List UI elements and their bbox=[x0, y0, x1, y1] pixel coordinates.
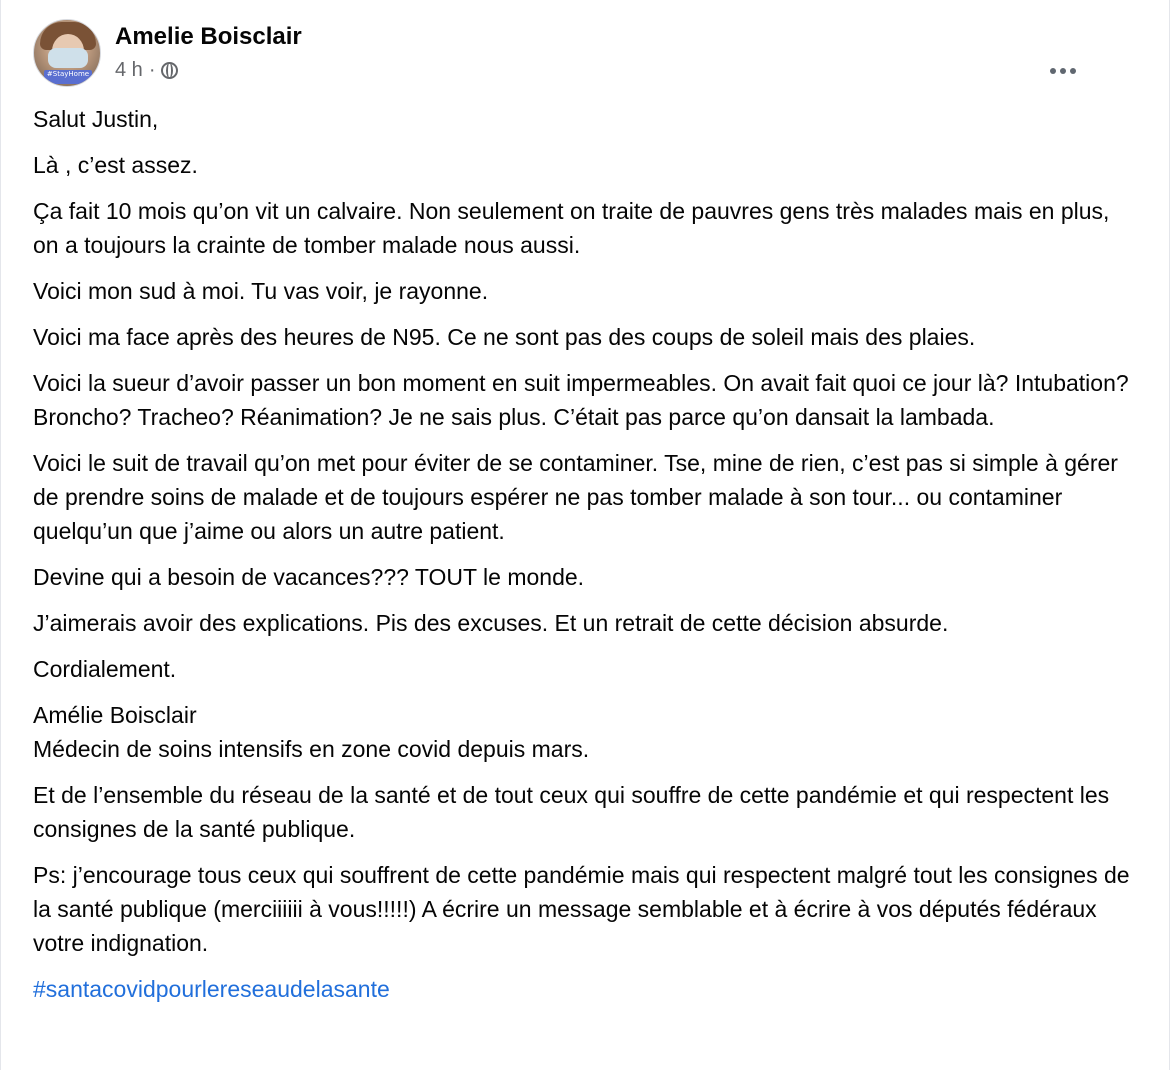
post-paragraph: Voici le suit de travail qu’on met pour éviter de se contaminer. Tse, mine de rien, c’est pas si simple à gérer de prendre soins de malade et de toujours espérer ne pas tomber malade à son tour... ou contaminer quelqu’un que j’aime ou alors un autre patient. bbox=[33, 450, 1118, 544]
post-body bbox=[33, 102, 1133, 1018]
post-paragraph: Voici mon sud à moi. Tu vas voir, je rayonne. bbox=[33, 278, 489, 304]
post-paragraph: Voici ma face après des heures de N95. Ce ne sont pas des coups de soleil mais des plaies. bbox=[33, 324, 976, 350]
signature-title: Médecin de soins intensifs en zone covid depuis mars. bbox=[33, 736, 590, 762]
post-paragraph: Cordialement. bbox=[33, 656, 177, 682]
ellipsis-icon-dot-2 bbox=[1060, 68, 1066, 74]
post-paragraph: Devine qui a besoin de vacances??? TOUT le monde. bbox=[33, 564, 585, 590]
hashtag-link[interactable]: #santacovidpourlereseaudelasante bbox=[33, 976, 390, 1002]
avatar-mask bbox=[48, 48, 88, 68]
post-time[interactable]: 4 h bbox=[115, 59, 143, 81]
post-paragraph: Salut Justin, bbox=[33, 106, 159, 132]
post-paragraph: Ps: j’encourage tous ceux qui souffrent de cette pandémie mais qui respectent malgré tout les consignes de la santé publique (merciiiiii à vous!!!!!) A écrire un message semblable et à écrire à vos députés fédéraux votre indignation. bbox=[33, 862, 1130, 956]
post-meta bbox=[115, 59, 178, 82]
post-header bbox=[33, 19, 1133, 89]
author-name[interactable]: Amelie Boisclair bbox=[115, 23, 302, 50]
avatar[interactable] bbox=[33, 19, 101, 87]
post-paragraph: Et de l’ensemble du réseau de la santé et de tout ceux qui souffre de cette pandémie et qui respectent les consignes de la santé publique. bbox=[33, 782, 1110, 842]
ellipsis-icon-dot-3 bbox=[1070, 68, 1076, 74]
signature-name: Amélie Boisclair bbox=[33, 702, 197, 728]
hashtag-paragraph bbox=[33, 972, 1133, 1006]
signature bbox=[33, 698, 1133, 766]
globe-icon[interactable] bbox=[161, 62, 178, 79]
post-paragraph: J’aimerais avoir des explications. Pis des excuses. Et un retrait de cette décision absurde. bbox=[33, 610, 949, 636]
post-paragraph: Là , c’est assez. bbox=[33, 152, 198, 178]
meta-separator: · bbox=[148, 59, 156, 81]
ellipsis-icon-dot-1 bbox=[1050, 68, 1056, 74]
post-paragraph: Voici la sueur d’avoir passer un bon moment en suit impermeables. On avait fait quoi ce jour là? Intubation? Broncho? Tracheo? Réanimation? Je ne sais plus. C’était pas parce qu’on dansait la lambada. bbox=[33, 370, 1129, 430]
post-paragraph: Ça fait 10 mois qu’on vit un calvaire. Non seulement on traite de pauvres gens très malades mais en plus, on a toujours la crainte de tomber malade nous aussi. bbox=[33, 198, 1110, 258]
avatar-frame-badge: #StayHome bbox=[44, 70, 92, 84]
more-options-button[interactable] bbox=[1045, 53, 1081, 89]
